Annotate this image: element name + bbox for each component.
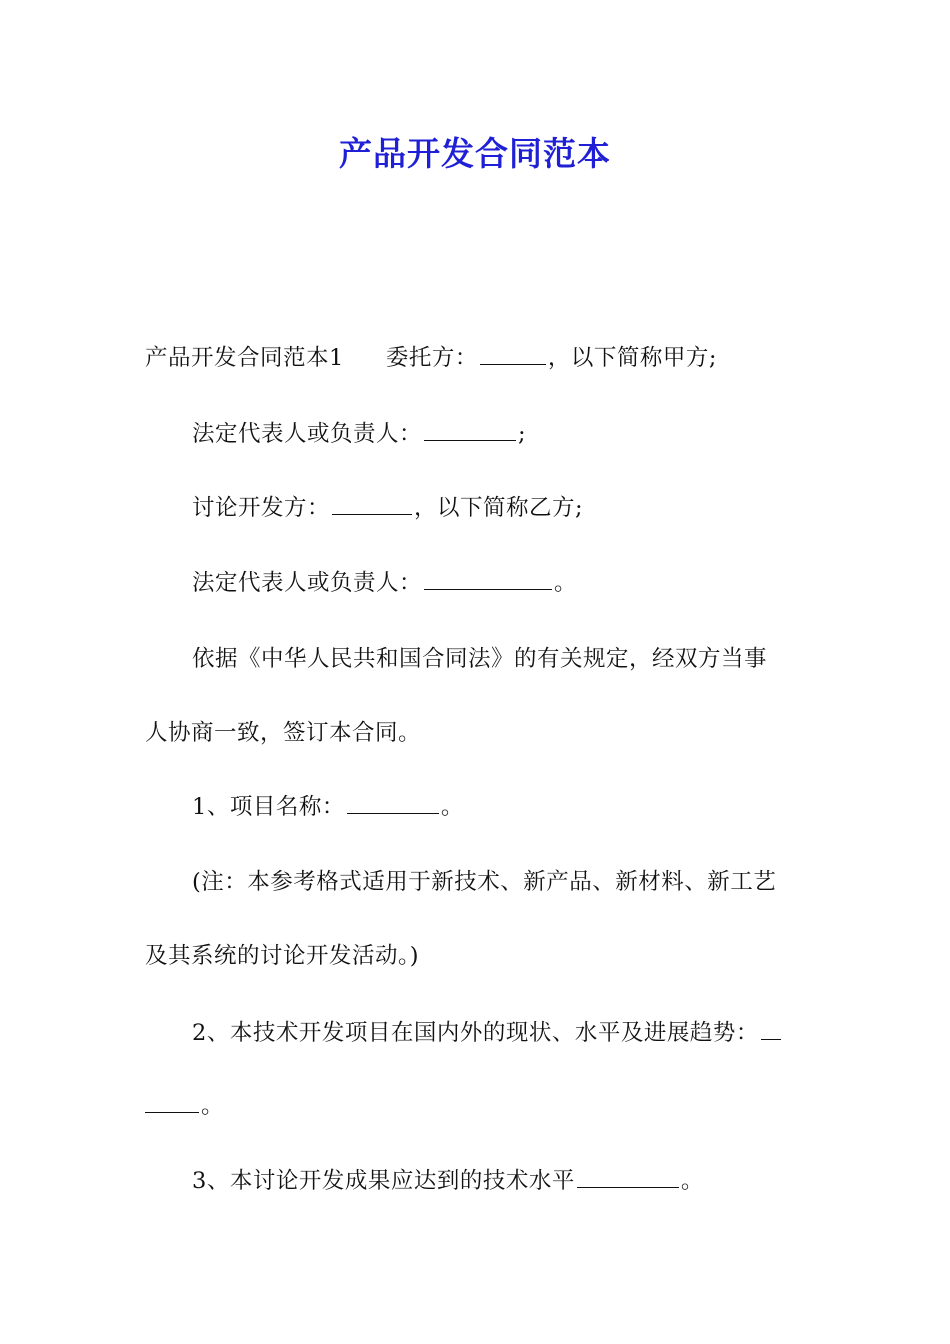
note-line-2: 及其系统的讨论开发活动。) [145, 943, 420, 969]
party-b-representative-end: 。 [554, 570, 578, 596]
contract-line-entrusting-party [145, 342, 810, 374]
label-development-party: 讨论开发方： [192, 495, 331, 521]
label-entrusting-party: 委托方： [385, 345, 478, 371]
clause-1-project-name [192, 791, 810, 823]
note-line-1: (注：本参考格式适用于新技术、新产品、新材料、新工艺 [192, 869, 777, 895]
label-technical-level: 3、本讨论开发成果应达到的技术水平 [192, 1168, 575, 1194]
paragraph-legal-basis-line-1: 依据《中华人民共和国合同法》的有关规定，经双方当事 [192, 646, 768, 672]
project-status-blank-end [145, 1092, 199, 1113]
technical-level-blank [577, 1167, 679, 1188]
entrusting-party-note: ，以下简称甲方; [547, 345, 717, 371]
party-b-representative-blank [424, 569, 552, 590]
party-a-representative-blank [424, 420, 516, 441]
project-name-end: 。 [440, 794, 464, 820]
party-a-representative-end: ; [518, 421, 527, 447]
contract-line-development-party [192, 492, 810, 524]
document-title: 产品开发合同范本 [339, 134, 611, 173]
entrusting-party-blank [480, 344, 546, 365]
clause-3-technical-level [192, 1165, 810, 1197]
technical-level-end: 。 [680, 1168, 704, 1194]
label-party-b-representative: 法定代表人或负责人： [192, 570, 423, 596]
contract-line-party-b-representative [192, 567, 810, 599]
label-party-a-representative: 法定代表人或负责人： [192, 421, 423, 447]
project-name-blank [347, 793, 439, 814]
label-project-name: 1、项目名称： [192, 794, 345, 820]
contract-line-party-a-representative [192, 418, 810, 450]
project-status-blank-start [761, 1019, 781, 1040]
contract-heading: 产品开发合同范本1 [145, 345, 344, 371]
clause-2-status-line-1 [192, 1017, 810, 1049]
paragraph-legal-basis-line-2: 人协商一致，签订本合同。 [145, 720, 422, 746]
label-project-status: 2、本技术开发项目在国内外的现状、水平及进展趋势： [192, 1020, 759, 1046]
development-party-note: ，以下简称乙方; [414, 495, 584, 521]
development-party-blank [332, 494, 412, 515]
clause-2-status-line-2 [145, 1090, 810, 1122]
project-status-end: 。 [201, 1093, 225, 1119]
